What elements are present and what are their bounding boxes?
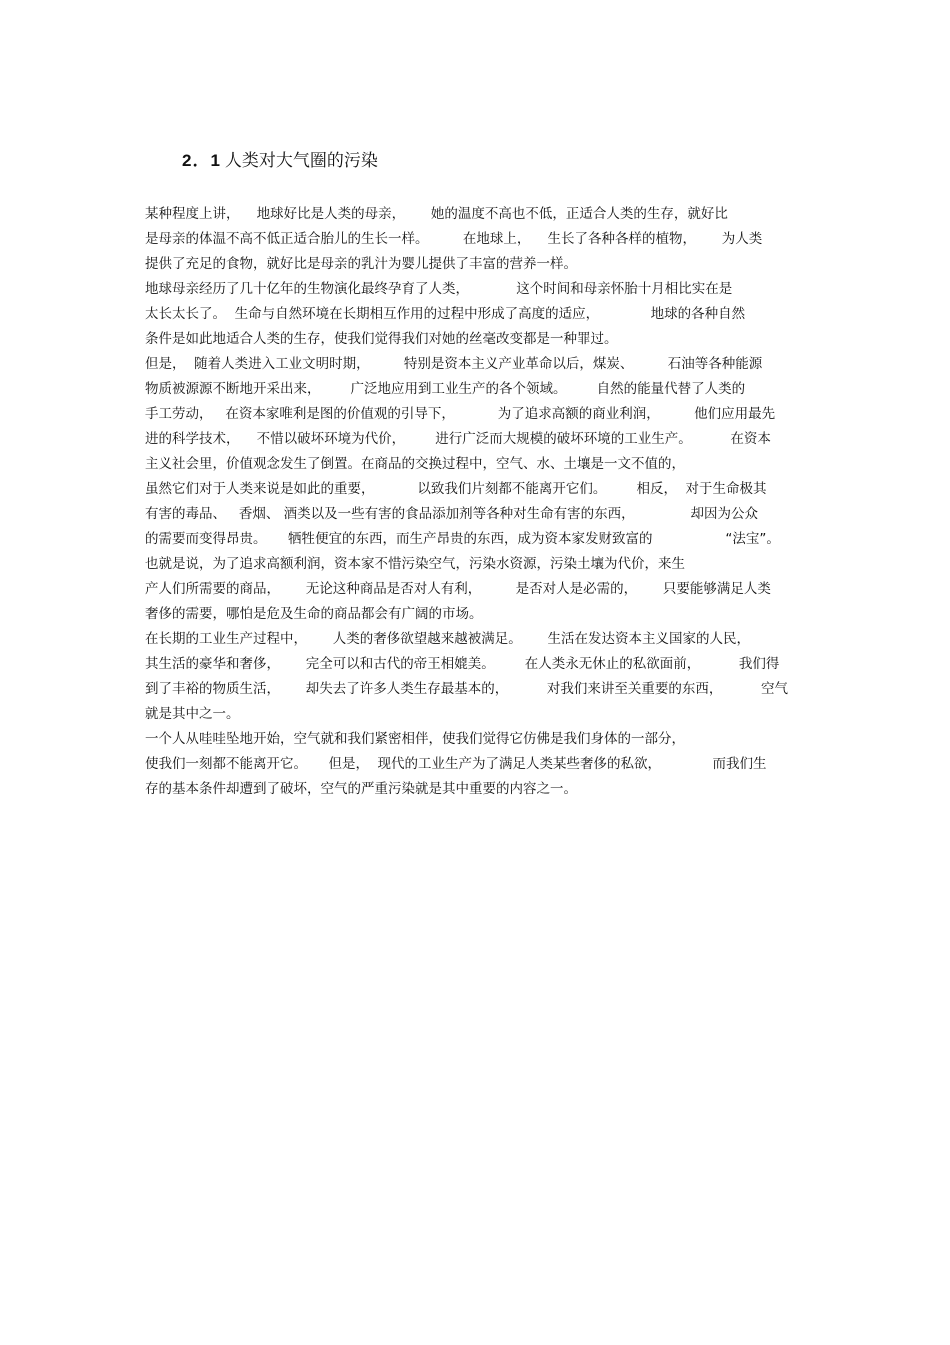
text-line: 太长太长了。 生命与自然环境在长期相互作用的过程中形成了高度的适应， 地球的各种自然 <box>145 306 746 322</box>
section-title: 人类对大气圈的污染 <box>224 151 378 171</box>
text-line: 地球母亲经历了几十亿年的生物演化最终孕育了人类， 这个时间和母亲怀胎十月相比实在是 <box>145 281 733 297</box>
text-line: 到了丰裕的物质生活， 却失去了许多人类生存最基本的， 对我们来讲至关重要的东西， 空气 <box>145 681 788 697</box>
text-line: 进的科学技术， 不惜以破坏环境为代价， 进行广泛而大规模的破坏环境的工业生产。 在资本 <box>145 431 771 447</box>
text-line: 条件是如此地适合人类的生存，使我们觉得我们对她的丝毫改变都是一种罪过。 <box>145 331 618 347</box>
text-line: 存的基本条件却遭到了破坏，空气的严重污染就是其中重要的内容之一。 <box>145 781 577 797</box>
text-line: 有害的毒品、 香烟、 酒类以及一些有害的食品添加剂等各种对生命有害的东西， 却因为公众 <box>145 506 758 522</box>
text-line: 也就是说，为了追求高额利润，资本家不惜污染空气，污染水资源，污染土壤为代价，来生 <box>145 556 685 572</box>
body-text <box>145 202 845 802</box>
text-line: 奢侈的需要，哪怕是危及生命的商品都会有广阔的市场。 <box>145 606 483 622</box>
section-heading <box>182 150 378 172</box>
text-line: 某种程度上讲， 地球好比是人类的母亲， 她的温度不高也不低，正适合人类的生存，就好比 <box>145 206 728 222</box>
text-line: 产人们所需要的商品， 无论这种商品是否对人有利， 是否对人是必需的， 只要能够满足人类 <box>145 581 771 597</box>
section-number: 2．1 <box>182 151 221 170</box>
text-line: 是母亲的体温不高不低正适合胎儿的生长一样。 在地球上， 生长了各种各样的植物， 为人类 <box>145 231 763 247</box>
text-line: 在长期的工业生产过程中， 人类的奢侈欲望越来越被满足。 生活在发达资本主义国家的人民， <box>145 631 750 647</box>
text-line: 一个人从哇哇坠地开始，空气就和我们紧密相伴，使我们觉得它仿佛是我们身体的一部分， <box>145 731 685 747</box>
text-line: 就是其中之一。 <box>145 706 240 722</box>
text-line: 提供了充足的食物，就好比是母亲的乳汁为婴儿提供了丰富的营养一样。 <box>145 256 577 272</box>
text-line: 手工劳动， 在资本家唯利是图的价值观的引导下， 为了追求高额的商业利润， 他们应用最先 <box>145 406 776 422</box>
text-line: 其生活的豪华和奢侈， 完全可以和古代的帝王相媲美。 在人类永无休止的私欲面前， 我们得 <box>145 656 780 672</box>
text-line: 物质被源源不断地开采出来， 广泛地应用到工业生产的各个领域。 自然的能量代替了人类的 <box>145 381 746 397</box>
text-line: 使我们一刻都不能离开它。 但是， 现代的工业生产为了满足人类某些奢侈的私欲， 而我们生 <box>145 756 767 772</box>
text-line: 的需要而变得昂贵。 牺牲便宜的东西，而生产昂贵的东西，成为资本家发财致富的 “法宝”。 <box>145 531 780 547</box>
text-line: 但是， 随着人类进入工业文明时期， 特别是资本主义产业革命以后，煤炭、 石油等各种能源 <box>145 356 763 372</box>
text-line: 主义社会里，价值观念发生了倒置。在商品的交换过程中，空气、水、土壤是一文不值的， <box>145 456 685 472</box>
text-line: 虽然它们对于人类来说是如此的重要， 以致我们片刻都不能离开它们。 相反， 对于生命极其 <box>145 481 767 497</box>
